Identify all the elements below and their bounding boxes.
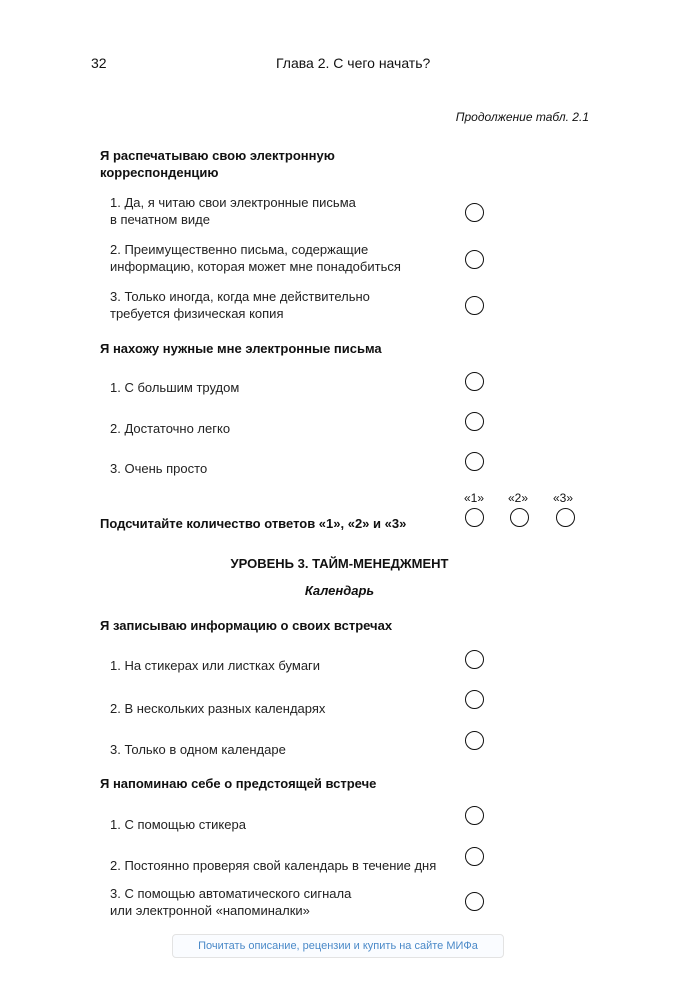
option-line: или электронной «напоминалки» [110, 903, 310, 918]
answer-radio[interactable] [465, 806, 484, 825]
answer-radio[interactable] [465, 847, 484, 866]
option-line: информацию, которая может мне понадобиться [110, 259, 401, 274]
continuation-note: Продолжение табл. 2.1 [455, 110, 589, 124]
option-line: в печатном виде [110, 212, 210, 227]
level-subtitle: Календарь [304, 583, 375, 598]
answer-radio[interactable] [465, 296, 484, 315]
count-answers-label: Подсчитайте количество ответов «1», «2» и «3» [100, 516, 407, 531]
option-line: 2. Преимущественно письма, содержащие [110, 242, 369, 257]
level-title: УРОВЕНЬ 3. ТАЙМ-МЕНЕДЖМЕНТ [230, 556, 449, 571]
page-number: 32 [91, 55, 107, 71]
option-line: 3. Только иногда, когда мне действительно [110, 289, 370, 304]
question-record-meetings [100, 617, 392, 634]
option-3 [110, 741, 286, 758]
answer-radio[interactable] [465, 452, 484, 471]
option-line: 2. В нескольких разных календарях [110, 701, 326, 716]
option-1 [110, 379, 239, 396]
option-2 [110, 857, 436, 874]
count-radio-1[interactable] [465, 508, 484, 527]
option-2 [110, 700, 325, 717]
option-3 [110, 460, 207, 477]
question-line: корреспонденцию [100, 165, 219, 180]
answer-radio[interactable] [465, 650, 484, 669]
count-radio-3[interactable] [556, 508, 575, 527]
option-line: 1. С большим трудом [110, 380, 240, 395]
answer-radio[interactable] [465, 690, 484, 709]
option-line: 2. Постоянно проверяя свой календарь в течение дня [110, 858, 437, 873]
answer-label-2: «2» [508, 491, 529, 505]
option-3 [110, 288, 370, 322]
option-line: 1. На стикерах или листках бумаги [110, 658, 321, 673]
option-line: 3. С помощью автоматического сигнала [110, 886, 352, 901]
buy-book-link[interactable]: Почитать описание, рецензии и купить на сайте МИФа [172, 934, 504, 958]
question-line: Я напоминаю себе о предстоящей встрече [100, 776, 377, 791]
answer-radio[interactable] [465, 203, 484, 222]
answer-radio[interactable] [465, 731, 484, 750]
answer-radio[interactable] [465, 372, 484, 391]
option-1 [110, 194, 356, 228]
option-line: требуется физическая копия [110, 306, 284, 321]
answer-label-3: «3» [553, 491, 574, 505]
question-line: Я записываю информацию о своих встречах [100, 618, 393, 633]
question-find-email [100, 340, 382, 357]
option-2 [110, 241, 401, 275]
option-line: 2. Достаточно легко [110, 421, 231, 436]
question-line: Я распечатываю свою электронную [100, 148, 335, 163]
chapter-title: Глава 2. С чего начать? [276, 55, 431, 71]
answer-radio[interactable] [465, 250, 484, 269]
option-line: 1. С помощью стикера [110, 817, 246, 832]
option-1 [110, 657, 320, 674]
answer-radio[interactable] [465, 412, 484, 431]
option-1 [110, 816, 246, 833]
count-radio-2[interactable] [510, 508, 529, 527]
option-line: 3. Только в одном календаре [110, 742, 286, 757]
option-line: 3. Очень просто [110, 461, 208, 476]
option-line: 1. Да, я читаю свои электронные письма [110, 195, 356, 210]
question-line: Я нахожу нужные мне электронные письма [100, 341, 382, 356]
answer-label-1: «1» [464, 491, 485, 505]
question-print-email [100, 147, 335, 181]
answer-radio[interactable] [465, 892, 484, 911]
option-2 [110, 420, 230, 437]
option-3 [110, 885, 351, 919]
question-remind-meeting [100, 775, 376, 792]
